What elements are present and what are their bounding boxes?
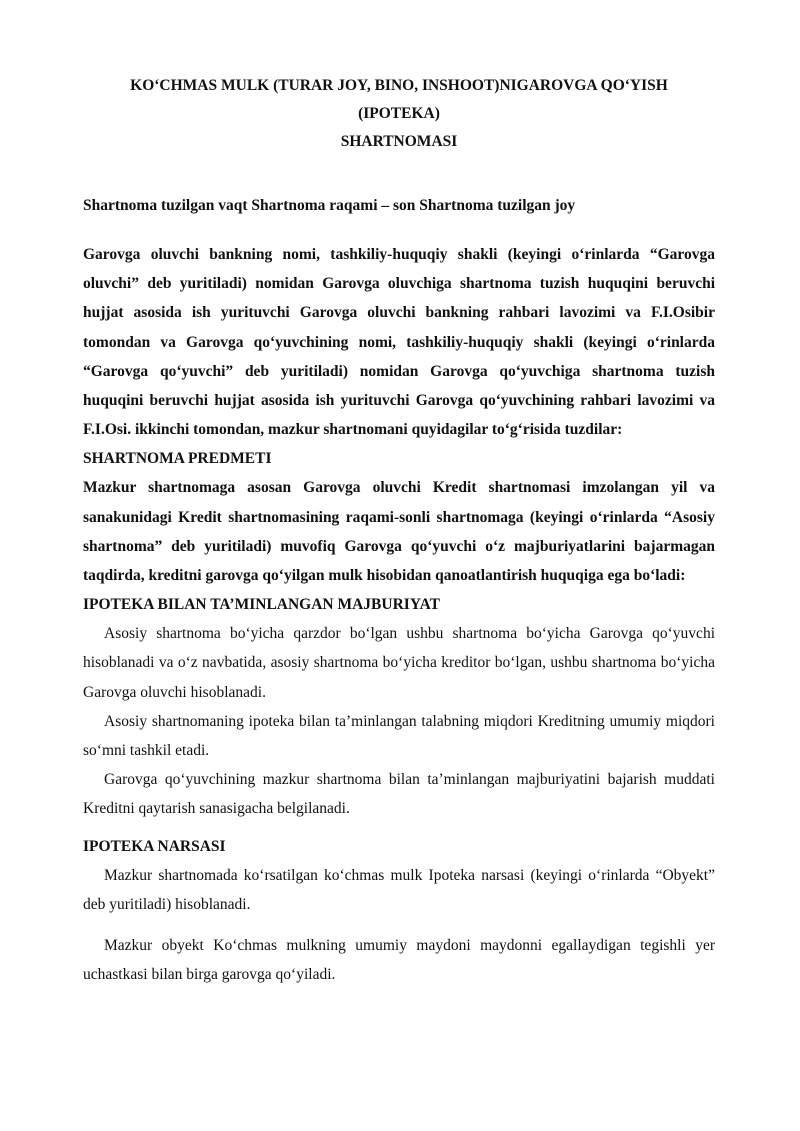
- narsasi-paragraph-2: Mazkur obyekt Ko‘chmas mulkning umumiy maydoni maydonni egallaydigan tegishli yer uchastkasi bilan birga garovga qo‘yiladi.: [83, 937, 715, 984]
- predmet-paragraph: Mazkur shartnomaga asosan Garovga oluvchi Kredit shartnomasi imzolangan yil va sanakunidagi Kredit shartnomasining raqami-sonli shartnomaga (keyingi o‘rinlarda “Asosiy shartnoma” deb yuritiladi) muvofiq Garovga qo‘yuvchi o‘z majburiyatlarini bajarmagan taqdirda, kreditni garovga qo‘yilgan mulk hisobidan qanoatlantirish huquqiga ega bo‘ladi:: [83, 479, 715, 585]
- document-title-line-2: (IPOTEKA): [358, 105, 440, 122]
- section-heading-majburiyat: IPOTEKA BILAN TA’MINLANGAN MAJBURIYAT: [83, 596, 440, 614]
- document-page: [83, 72, 715, 989]
- section-heading-narsasi: IPOTEKA NARSASI: [83, 837, 226, 855]
- majburiyat-paragraph-1: Asosiy shartnoma bo‘yicha qarzdor bo‘lgan ushbu shartnoma bo‘yicha Garovga qo‘yuvchi hisoblanadi va o‘z navbatida, asosiy shartnoma bo‘yicha kreditor bo‘lgan, ushbu shartnoma bo‘yicha Garovga oluvchi hisoblanadi.: [83, 625, 715, 701]
- section-heading-predmet: SHARTNOMA PREDMETI: [83, 450, 272, 468]
- document-title-line-3: SHARTNOMASI: [340, 133, 458, 150]
- narsasi-paragraph-1: Mazkur shartnomada ko‘rsatilgan ko‘chmas mulk Ipoteka narsasi (keyingi o‘rinlarda “Obyekt” deb yuritiladi) hisoblanadi.: [83, 866, 715, 913]
- majburiyat-paragraph-3: Garovga qo‘yuvchining mazkur shartnoma bilan ta’minlangan majburiyatini bajarish muddati Kreditni qaytarish sanasigacha belgilanadi.: [83, 771, 715, 818]
- intro-paragraph: Garovga oluvchi bankning nomi, tashkiliy-huquqiy shakli (keyingi o‘rinlarda “Garovga oluvchi” deb yuritiladi) nomidan Garovga oluvchiga shartnoma tuzish huquqini beruvchi hujjat asosida ish yurituvchi Garovga oluvchi bankning rahbari lavozimi va F.I.Osibir tomondan va Garovga qo‘yuvchining nomi, tashkiliy-huquqiy shakli (keyingi o‘rinlarda “Garovga qo‘yuvchi” deb yuritiladi) nomidan Garovga qo‘yuvchiga shartnoma tuzish huquqini beruvchi hujjat asosida ish yurituvchi Garovga qo‘yuvchining rahbari lavozimi va F.I.Osi. ikkinchi tomondan, mazkur shartnomani quyidagilar to‘g‘risida tuzdilar:: [83, 246, 715, 439]
- majburiyat-paragraph-2: Asosiy shartnomaning ipoteka bilan ta’minlangan talabning miqdori Kreditning umumiy miqdori so‘mni tashkil etadi.: [83, 712, 715, 760]
- contract-meta-line: Shartnoma tuzilgan vaqt Shartnoma raqami – son Shartnoma tuzilgan joy: [83, 197, 576, 214]
- document-title-line-1: KO‘CHMAS MULK (TURAR JOY, BINO, INSHOOT)NIGAROVGA QO‘YISH: [130, 77, 668, 94]
